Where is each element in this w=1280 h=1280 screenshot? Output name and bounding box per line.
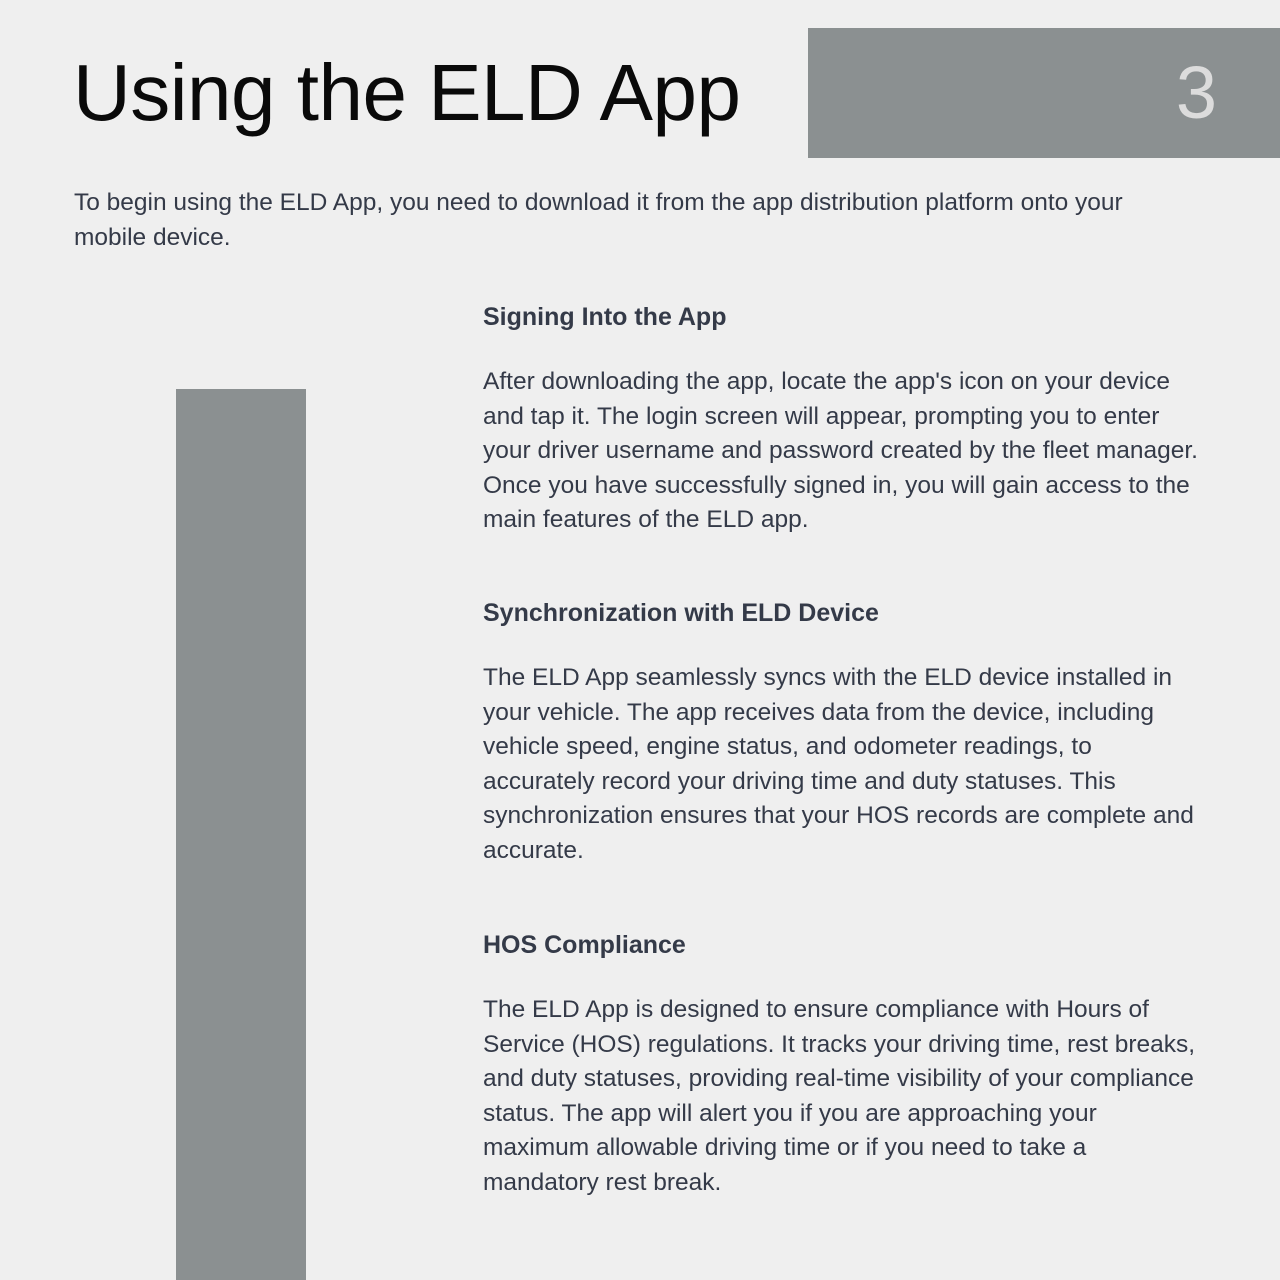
section-heading: Signing Into the App xyxy=(483,303,727,331)
page-number-block xyxy=(808,28,1280,158)
section-signing-in xyxy=(483,301,1203,538)
section-hos-compliance xyxy=(483,929,1203,1200)
section-body: The ELD App is designed to ensure compliance with Hours of Service (HOS) regulations. It tracks your driving time, rest breaks, and duty statuses, providing real-time visibility of your compliance status. The app will alert you if you are approaching your maximum allowable driving time or if you need to take a mandatory rest break. xyxy=(483,996,1196,1196)
section-heading: Synchronization with ELD Device xyxy=(483,599,879,627)
decorative-side-bar xyxy=(176,389,306,1280)
section-body: After downloading the app, locate the app's icon on your device and tap it. The login screen will appear, prompting you to enter your driver username and password created by the fleet manager. Once you have successfully signed in, you will gain access to the main features of the ELD app. xyxy=(483,368,1198,533)
page-title: Using the ELD App xyxy=(73,48,741,137)
section-heading: HOS Compliance xyxy=(483,931,686,959)
intro-paragraph: To begin using the ELD App, you need to download it from the app distribution platform onto your mobile device. xyxy=(74,189,1123,251)
section-body: The ELD App seamlessly syncs with the ELD device installed in your vehicle. The app receives data from the device, including vehicle speed, engine status, and odometer readings, to accurately record your driving time and duty statuses. This synchronization ensures that your HOS records are complete and accurate. xyxy=(483,664,1194,864)
section-synchronization xyxy=(483,597,1203,868)
page-number: 3 xyxy=(1175,51,1217,134)
